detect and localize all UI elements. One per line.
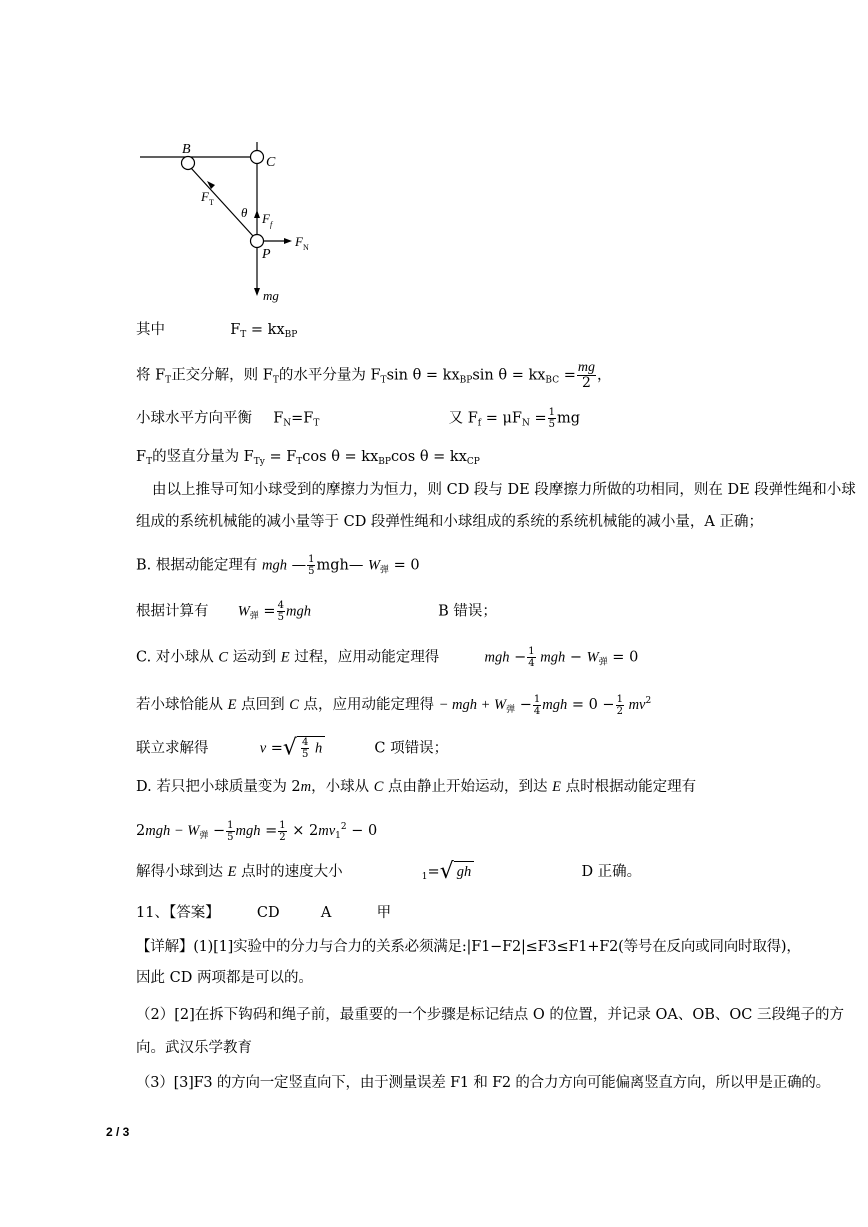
subscript: BP bbox=[378, 457, 391, 467]
text: 11、【答案】 bbox=[136, 905, 220, 921]
denominator: 5 bbox=[301, 749, 309, 760]
text: C 项错误； bbox=[374, 740, 449, 757]
label-C: C bbox=[266, 155, 276, 170]
text: 将 F bbox=[136, 367, 166, 384]
subscript: T bbox=[240, 330, 247, 340]
text: D. 若只把小球质量变为 2 bbox=[136, 779, 301, 795]
numerator: 1 bbox=[279, 819, 286, 831]
denominator: 5 bbox=[277, 612, 284, 623]
text: ， bbox=[596, 367, 612, 384]
subscript: f bbox=[477, 418, 482, 429]
radicand bbox=[297, 736, 325, 760]
text: − bbox=[565, 649, 587, 666]
option-d-result bbox=[136, 861, 641, 887]
option-d-eq bbox=[136, 817, 377, 846]
subscript: T bbox=[380, 375, 387, 386]
subscript: T bbox=[272, 375, 279, 386]
text: = bbox=[266, 740, 283, 757]
text: B 错误； bbox=[438, 603, 497, 620]
math: m bbox=[300, 779, 312, 795]
superscript: 2 bbox=[645, 696, 652, 706]
sqrt-icon: √ bbox=[282, 735, 297, 761]
numerator: 1 bbox=[308, 554, 315, 565]
text: 点回到 bbox=[236, 697, 290, 713]
text: = bbox=[260, 823, 278, 839]
text: A bbox=[320, 905, 332, 921]
text: 运动到 bbox=[228, 649, 281, 666]
sqrt-icon: √ bbox=[439, 859, 454, 884]
text: 过程，应用动能定理得 bbox=[289, 649, 440, 666]
math: mv bbox=[624, 697, 646, 713]
fraction bbox=[616, 694, 624, 717]
subscript: 弹 bbox=[380, 565, 390, 576]
subscript: N bbox=[283, 418, 292, 429]
label-FT: $F_T$ bbox=[201, 189, 214, 207]
ring-B bbox=[182, 157, 195, 170]
label-P: P bbox=[262, 247, 271, 262]
ring-C bbox=[251, 151, 264, 164]
superscript: 2 bbox=[340, 822, 347, 832]
text: F bbox=[136, 449, 147, 465]
math: W bbox=[367, 557, 381, 574]
option-d-intro bbox=[136, 777, 696, 797]
text: cos θ = kx bbox=[390, 449, 467, 465]
text: = kx bbox=[246, 322, 285, 338]
text: 点时根据动能定理有 bbox=[561, 779, 697, 795]
math: mgh bbox=[484, 649, 510, 666]
subscript: N bbox=[521, 418, 530, 429]
text: mg bbox=[557, 410, 581, 427]
denominator: 4 bbox=[533, 705, 541, 717]
text: D 正确。 bbox=[581, 864, 642, 880]
text: 联立求解得 bbox=[136, 740, 209, 757]
denominator: 5 bbox=[227, 831, 234, 843]
fraction bbox=[307, 554, 315, 577]
text: = F bbox=[264, 449, 297, 465]
text: 又 F bbox=[448, 410, 478, 427]
fraction bbox=[278, 820, 286, 843]
eq-ft bbox=[136, 320, 297, 345]
text: = bbox=[529, 410, 547, 427]
text: 解得小球到达 bbox=[136, 864, 228, 880]
denominator: 2 bbox=[616, 705, 623, 717]
text: 点，应用动能定理得 bbox=[298, 697, 434, 713]
math: mv bbox=[318, 823, 336, 839]
math: v bbox=[259, 740, 267, 757]
text: C. 对小球从 bbox=[136, 649, 219, 666]
subscript: 1 bbox=[421, 872, 428, 882]
denominator: 5 bbox=[308, 566, 315, 577]
text: = μF bbox=[481, 410, 522, 427]
label-mg: mg bbox=[263, 288, 279, 303]
option-c-eq2 bbox=[136, 691, 651, 720]
fraction bbox=[577, 360, 596, 391]
option-b-eq bbox=[136, 554, 420, 581]
math: mgh bbox=[145, 823, 171, 839]
ball-P bbox=[251, 235, 264, 248]
numerator: 1 bbox=[528, 646, 535, 657]
text: =F bbox=[291, 410, 314, 427]
arrow-FT bbox=[207, 181, 215, 189]
text: = 0 bbox=[389, 557, 420, 574]
numerator: 1 bbox=[227, 819, 234, 831]
text: 根据计算有 bbox=[136, 603, 209, 620]
subscript: BP bbox=[284, 330, 298, 340]
math: − mgh + W bbox=[438, 697, 507, 713]
subscript: 弹 bbox=[506, 705, 516, 715]
text: 点时的速度大小 bbox=[236, 864, 343, 880]
text: 的竖直分量为 F bbox=[152, 449, 254, 465]
denominator: 2 bbox=[279, 831, 286, 843]
eq-vertical bbox=[136, 447, 480, 472]
math: C bbox=[373, 779, 384, 795]
fraction bbox=[548, 407, 556, 430]
fraction bbox=[301, 737, 309, 760]
arrow-mg bbox=[254, 288, 260, 296]
subscript: Ty bbox=[253, 457, 265, 467]
option-b-result bbox=[136, 600, 497, 627]
text: 的水平分量为 F bbox=[278, 367, 381, 384]
math: − W bbox=[170, 823, 200, 839]
fraction bbox=[527, 646, 535, 669]
subscript: BC bbox=[545, 375, 560, 386]
subscript: T bbox=[146, 457, 153, 467]
label-theta: θ bbox=[241, 205, 248, 220]
paragraph-conclusion-2: 组成的系统机械能的减小量等于 CD 段弹性绳和小球组成的系统的系统机械能的减小量，A 正确； bbox=[136, 514, 764, 530]
arrow-FN bbox=[284, 238, 292, 244]
eq-decompose bbox=[136, 360, 611, 391]
text: = bbox=[559, 367, 576, 384]
fraction bbox=[226, 820, 234, 843]
text: − 0 bbox=[346, 823, 378, 839]
text: 2 bbox=[136, 823, 146, 839]
math: E bbox=[227, 864, 237, 880]
math: W bbox=[237, 603, 250, 620]
math: mgh bbox=[285, 603, 311, 620]
text: cos θ = kx bbox=[302, 449, 379, 465]
q11-detail-1a: 【详解】(1)[1]实验中的分力与合力的关系必须满足:|F1−F2|≤F3≤F1+F2(等号在反向或同向时取得)， bbox=[136, 939, 801, 955]
text: − bbox=[208, 823, 226, 839]
text: − bbox=[515, 697, 532, 713]
option-c-eq1 bbox=[136, 646, 638, 673]
denominator: 2 bbox=[581, 375, 591, 391]
fraction bbox=[277, 600, 285, 623]
math: C bbox=[289, 697, 299, 713]
text: − bbox=[509, 649, 527, 666]
q11-detail-2a: （2）[2]在拆下钩码和绳子前，最重要的一个步骤是标记结点 O 的位置，并记录 OA、OB、OC 三段绳子的方 bbox=[136, 1007, 844, 1023]
q11-detail-2b: 向。武汉乐学教育 bbox=[136, 1040, 252, 1056]
q11-answer bbox=[136, 903, 391, 923]
paragraph-conclusion-1: 由以上推导可知小球受到的摩擦力为恒力，则 CD 段与 DE 段摩擦力所做的功相同，则在 DE 段弹性绳和小球 bbox=[152, 482, 856, 498]
text: CD bbox=[256, 905, 280, 921]
numerator: mg bbox=[577, 360, 595, 375]
label-FN: $F_N$ bbox=[295, 234, 309, 252]
numerator: 1 bbox=[533, 693, 541, 705]
math: mgh bbox=[261, 557, 287, 574]
text: 正交分解，则 F bbox=[171, 367, 273, 384]
text: mgh— bbox=[316, 557, 368, 574]
text: sin θ = kx bbox=[472, 367, 546, 384]
text: 甲 bbox=[376, 905, 392, 921]
q11-detail-3: （3）[3]F3 的方向一定竖直向下，由于测量误差 F1 和 F2 的合力方向可能偏离竖直方向，所以甲是正确的。 bbox=[136, 1075, 830, 1091]
math: C bbox=[218, 649, 229, 666]
text: F bbox=[230, 322, 241, 338]
arrow-Ff bbox=[254, 210, 260, 218]
text: = 0 bbox=[607, 649, 639, 666]
numerator: 4 bbox=[301, 737, 309, 748]
text: sin θ = kx bbox=[386, 367, 460, 384]
text: = bbox=[427, 864, 440, 880]
label-B: B bbox=[182, 142, 191, 157]
page-number: 2 / 3 bbox=[106, 1125, 130, 1139]
subscript: T bbox=[165, 375, 172, 386]
numerator: 4 bbox=[277, 600, 284, 611]
math: W bbox=[586, 649, 599, 666]
text: B. 根据动能定理有 bbox=[136, 557, 262, 574]
subscript: 弹 bbox=[598, 657, 608, 668]
text: 其中 bbox=[136, 322, 165, 338]
force-diagram bbox=[0, 0, 868, 320]
numerator: 1 bbox=[548, 407, 555, 418]
option-c-result bbox=[136, 736, 448, 760]
subscript: CP bbox=[466, 457, 480, 467]
text: 点由静止开始运动，到达 bbox=[383, 779, 553, 795]
math: mgh bbox=[536, 649, 566, 666]
text: 小球水平方向平衡 bbox=[136, 410, 252, 427]
text: 若小球恰能从 bbox=[136, 697, 228, 713]
eq-balance bbox=[136, 407, 580, 434]
subscript: 弹 bbox=[199, 831, 209, 841]
denominator: 4 bbox=[528, 658, 535, 669]
denominator: 5 bbox=[548, 419, 555, 430]
q11-detail-1b: 因此 CD 两项都是可以的。 bbox=[136, 970, 313, 986]
text: — bbox=[286, 557, 307, 574]
math: E bbox=[227, 697, 237, 713]
text: F bbox=[273, 410, 284, 427]
fraction bbox=[533, 694, 541, 717]
text: × 2 bbox=[287, 823, 319, 839]
text: = 0 − bbox=[567, 697, 615, 713]
subscript: BP bbox=[459, 375, 473, 386]
numerator: 1 bbox=[616, 693, 623, 705]
math: E bbox=[552, 779, 562, 795]
text: ，小球从 bbox=[311, 779, 374, 795]
math: mgh bbox=[235, 823, 261, 839]
subscript: 1 bbox=[335, 831, 341, 841]
radicand: gh bbox=[454, 861, 475, 882]
label-Ff: $F_f$ bbox=[262, 211, 273, 229]
math: h bbox=[314, 740, 323, 757]
text: = bbox=[258, 603, 276, 620]
subscript: T bbox=[313, 418, 320, 429]
subscript: T bbox=[296, 457, 303, 467]
math: E bbox=[280, 649, 290, 666]
math: mgh bbox=[542, 697, 568, 713]
subscript: 弹 bbox=[249, 611, 259, 622]
